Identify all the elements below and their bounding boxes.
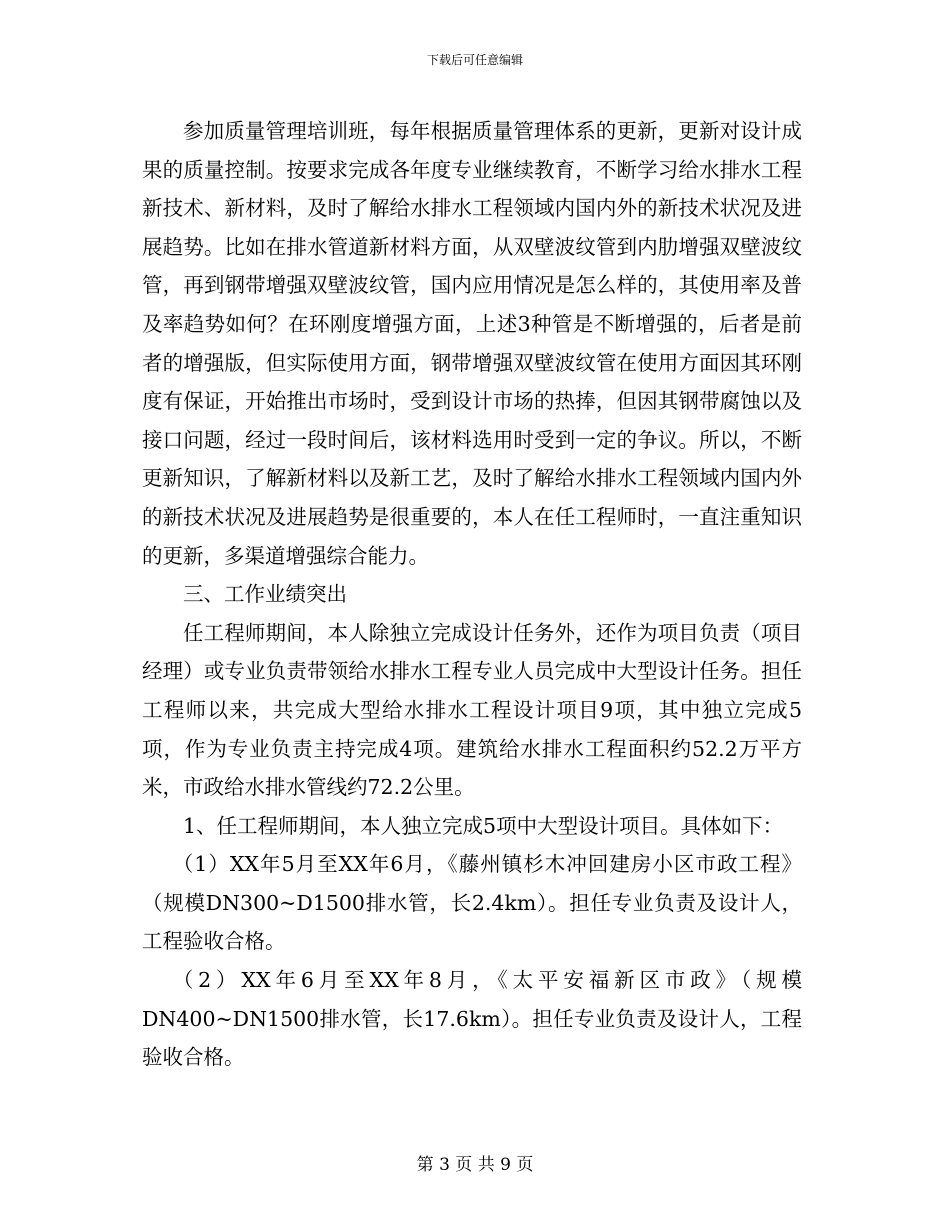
paragraph-independent-projects-intro: 1、任工程师期间，本人独立完成5项中大型设计项目。具体如下： — [183, 813, 784, 838]
document-body — [142, 112, 802, 1077]
paragraph-achievements-summary: 任工程师期间，本人除独立完成设计任务外，还作为项目负责（项目经理）或专业负责带领给水排水工程专业人员完成中大型设计任务。担任工程师以来，共完成大型给水排水工程设计项目9项，其中独立完成5项，作为专业负责主持完成4项。建筑给水排水工程面积约52.2万平方米，市政给水排水管线约72.2公里。 — [142, 620, 802, 800]
paragraph-quality-management: 参加质量管理培训班，每年根据质量管理体系的更新，更新对设计成果的质量控制。按要求完成各年度专业继续教育，不断学习给水排水工程新技术、新材料，及时了解给水排水工程领域内国内外的新技术状况及进展趋势。比如在排水管道新材料方面，从双壁波纹管到内肋增强双壁波纹管，再到钢带增强双壁波纹管，国内应用情况是怎么样的，其使用率及普及率趋势如何？在环刚度增强方面，上述3种管是不断增强的，后者是前者的增强版，但实际使用方面，钢带增强双壁波纹管在使用方面因其环刚度有保证，开始推出市场时，受到设计市场的热捧，但因其钢带腐蚀以及接口问题，经过一段时间后，该材料选用时受到一定的争议。所以，不断更新知识，了解新材料以及新工艺，及时了解给水排水工程领域内国内外的新技术状况及进展趋势是很重要的，本人在任工程师时，一直注重知识的更新，多渠道增强综合能力。 — [142, 119, 802, 568]
project-item-2: （2）XX年6月至XX年8月，《太平安福新区市政》（规模DN400~DN1500排水管，长17.6km）。担任专业负责及设计人，工程验收合格。 — [142, 968, 802, 1070]
project-item-1: （1）XX年5月至XX年6月，《藤州镇杉木冲回建房小区市政工程》（规模DN300~D1500排水管，长2.4km）。担任专业负责及设计人，工程验收合格。 — [142, 852, 802, 954]
page-number: 第 3 页 共 9 页 — [416, 1155, 534, 1175]
page-header: 下载后可任意编辑 — [426, 53, 523, 67]
section-heading-achievements: 三、工作业绩突出 — [183, 582, 347, 607]
